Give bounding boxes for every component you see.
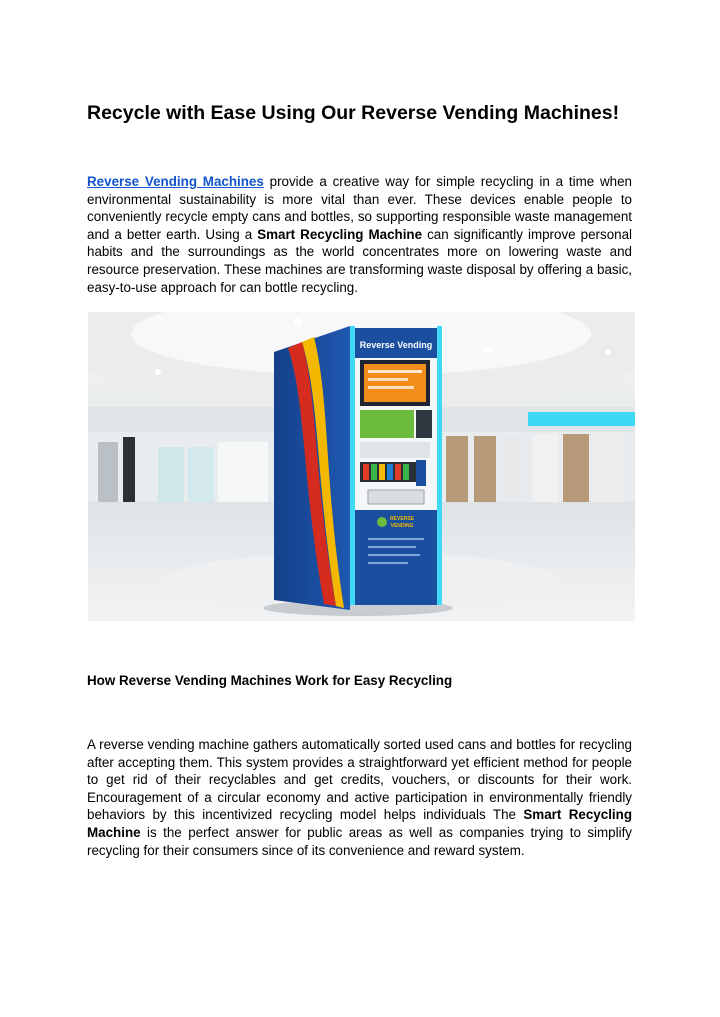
intro-text-1: provide a creative way for simple recycling in a time when environmental sustainability is more vital than ever. These devices enable people to conveniently recycle empty cans and bottles, so supporting responsible waste management and a better earth. Using a — [87, 174, 632, 242]
intro-paragraph — [87, 173, 632, 296]
vending-machine-photo — [88, 312, 635, 621]
page-title: Recycle with Ease Using Our Reverse Vending Machines! — [87, 102, 620, 124]
section-bold-smart-recycling: Smart Recycling Machine — [87, 807, 632, 840]
reverse-vending-machines-link[interactable]: Reverse Vending Machines — [87, 174, 264, 189]
logo-text-2: VENDING — [390, 523, 414, 529]
section-text-1: A reverse vending machine gathers automatically sorted used cans and bottles for recycling after accepting them. This system provides a straightforward yet efficient method for people to get rid of their recyclables and get credits, vouchers, or discounts for their work. Encouragement of a circular economy and active participation in environmentally friendly behaviors by this incentivized recycling model helps individuals The — [87, 737, 632, 823]
intro-bold-smart-recycling: Smart Recycling Machine — [257, 226, 423, 242]
logo-text-1: REVERSE — [390, 516, 414, 522]
section-heading: How Reverse Vending Machines Work for Easy Recycling — [87, 673, 453, 688]
intro-text-2: can significantly improve personal habits and the surroundings as the world concentrates more on lowering waste and resource preservation. These machines are transforming waste disposal by offering a basic, easy-to-use approach for can bottle recycling. — [87, 226, 633, 295]
machine-label: Reverse Vending — [359, 340, 433, 350]
section-paragraph — [87, 736, 632, 859]
section-text-2: is the perfect answer for public areas as well as companies trying to simplify recycling for their consumers since of its convenience and reward system. — [87, 824, 632, 858]
